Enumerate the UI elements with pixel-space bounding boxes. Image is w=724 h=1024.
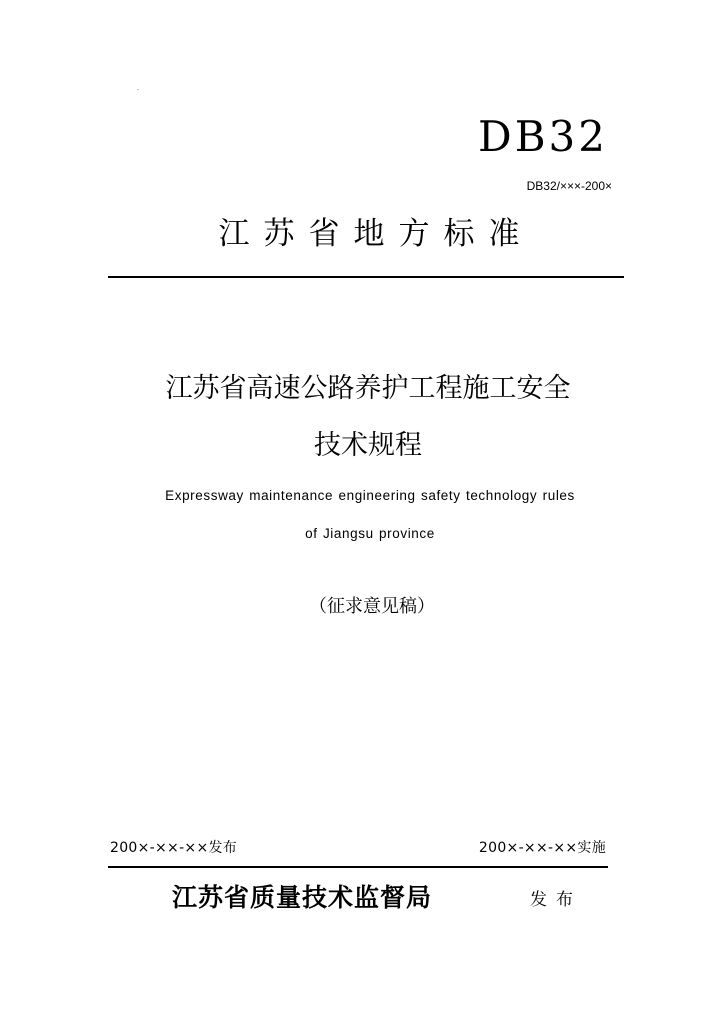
bottom-divider: [108, 866, 608, 868]
issue-date: 200×-××-××发布: [110, 840, 238, 856]
title-cn-line1: 江苏省高速公路养护工程施工安全: [165, 373, 571, 404]
corner-mark: ·: [137, 87, 139, 94]
title-en-line1: Expressway maintenance engineering safety technology rules: [165, 488, 575, 503]
standard-category: 江苏省地方标准: [218, 216, 534, 252]
publish-label: 发布: [530, 890, 582, 910]
effective-date: 200×-××-××实施: [478, 840, 606, 856]
title-en-line2: of Jiangsu province: [305, 526, 435, 541]
standard-number: DB32/×××-200×: [526, 179, 612, 193]
title-cn-line2: 技术规程: [314, 430, 422, 461]
draft-label: （征求意见稿）: [309, 596, 435, 617]
publisher-name: 江苏省质量技术监督局: [172, 883, 433, 912]
db-code-heading: DB32: [478, 112, 608, 161]
top-divider: [108, 276, 624, 278]
